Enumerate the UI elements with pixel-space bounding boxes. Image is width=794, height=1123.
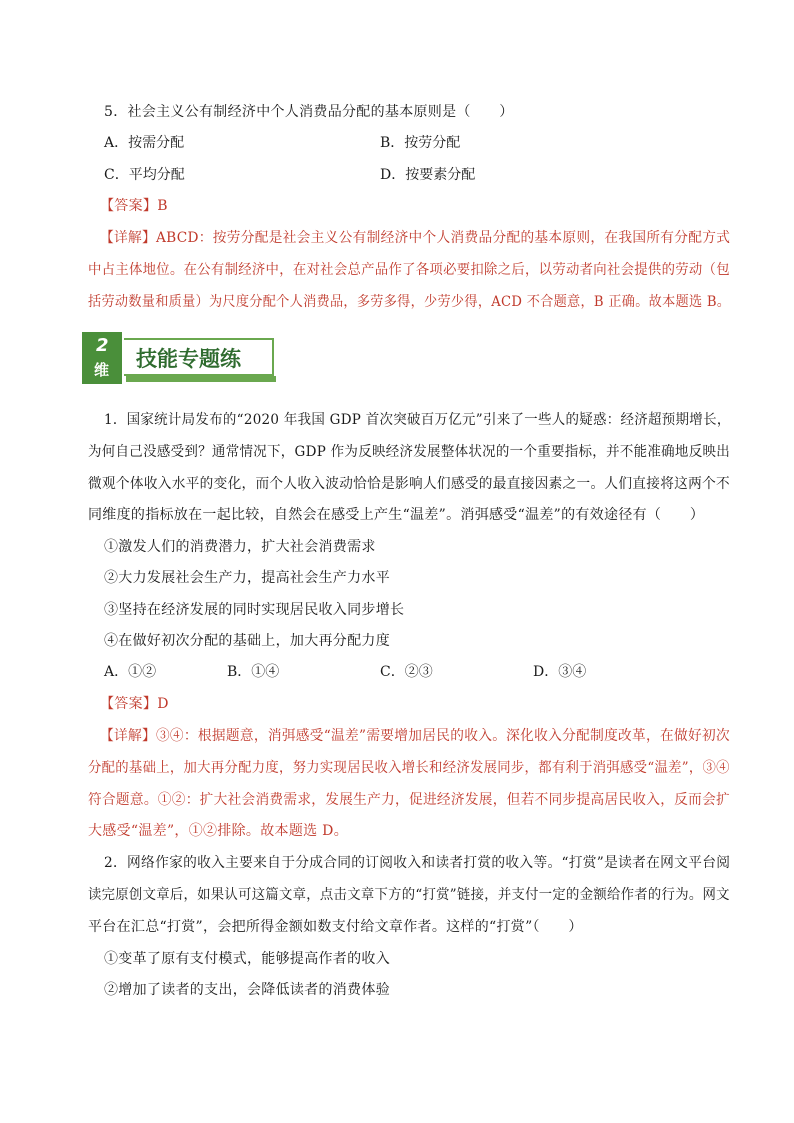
q5-analysis-line-2: 中占主体地位。在公有制经济中，在对社会总产品作了各项必要扣除之后，以劳动者向社会提供的劳动（包 bbox=[88, 262, 730, 278]
q1-option-d: D．③④ bbox=[533, 664, 587, 680]
section-title: 技能专题练 bbox=[124, 338, 274, 376]
answer-label: 【答案】 bbox=[100, 696, 158, 712]
q1-item-2: ②大力发展社会生产力，提高社会生产力水平 bbox=[104, 570, 390, 586]
section-badge bbox=[82, 332, 122, 384]
q1-option-b: B．①④ bbox=[227, 664, 280, 680]
q5-option-b: B．按劳分配 bbox=[380, 135, 461, 151]
q1-option-a: A．①② bbox=[104, 664, 157, 680]
analysis-text: ③④：根据题意，消弭感受“温差”需要增加居民的收入。深化收入分配制度改革，在做好初次 bbox=[155, 728, 730, 744]
section-banner bbox=[82, 332, 282, 388]
q1-analysis-line-1 bbox=[100, 726, 730, 746]
q2-stem-line-3: 平台在汇总“打赏”，会把所得金额如数支付给文章作者。这样的“打赏”（ ） bbox=[88, 919, 583, 935]
q1-answer bbox=[100, 694, 169, 714]
q2-item-1: ①变革了原有支付模式，能够提高作者的收入 bbox=[104, 951, 390, 967]
q1-analysis-line-4: 大感受“温差”，①②排除。故本题选 D。 bbox=[88, 823, 348, 839]
answer-value: B bbox=[157, 198, 168, 214]
q1-stem-line-2: 为何自己没感受到？通常情况下，GDP 作为反映经济发展整体状况的一个重要指标，并不能准确地反映出 bbox=[88, 444, 731, 460]
q1-item-1: ①激发人们的消费潜力，扩大社会消费需求 bbox=[104, 539, 376, 555]
q5-analysis-line-1 bbox=[100, 228, 730, 248]
badge-number: 2 bbox=[96, 335, 109, 356]
q2-item-2: ②增加了读者的支出，会降低读者的消费体验 bbox=[104, 982, 390, 998]
q1-stem-line-1: 1．国家统计局发布的“2020 年我国 GDP 首次突破百万亿元”引来了一些人的疑惑：经济超预期增长， bbox=[104, 412, 731, 428]
q1-item-3: ③坚持在经济发展的同时实现居民收入同步增长 bbox=[104, 602, 405, 618]
q1-analysis-line-2: 分配的基础上，加大再分配力度，努力实现居民收入增长和经济发展同步，都有利于消弭感受“温差”，③④ bbox=[88, 760, 730, 776]
q5-analysis-line-3: 括劳动数量和质量）为尺度分配个人消费品，多劳多得，少劳少得，ACD 不合题意，B 正确。故本题选 B。 bbox=[88, 294, 731, 310]
q5-option-a: A．按需分配 bbox=[104, 135, 185, 151]
q2-stem-line-1: 2．网络作家的收入主要来自于分成合同的订阅收入和读者打赏的收入等。“打赏”是读者在网文平台阅 bbox=[104, 855, 731, 871]
analysis-label: 【详解】 bbox=[100, 728, 156, 744]
answer-label: 【答案】 bbox=[100, 198, 158, 214]
q1-item-4: ④在做好初次分配的基础上，加大再分配力度 bbox=[104, 633, 390, 649]
q5-stem: 5．社会主义公有制经济中个人消费品分配的基本原则是（ ） bbox=[104, 104, 514, 120]
answer-value: D bbox=[157, 696, 169, 712]
q1-stem-line-4: 同维度的指标放在一起比较，自然会在感受上产生“温差”。消弭感受“温差”的有效途径有（ ） bbox=[88, 507, 705, 523]
q2-stem-line-2: 读完原创文章后，如果认可这篇文章，点击文章下方的“打赏”链接，并支付一定的金额给作者的行为。网文 bbox=[88, 887, 730, 903]
q5-option-d: D．按要素分配 bbox=[380, 167, 476, 183]
q1-option-c: C．②③ bbox=[380, 664, 433, 680]
analysis-text: ABCD：按劳分配是社会主义公有制经济中个人消费品分配的基本原则，在我国所有分配方式 bbox=[155, 230, 731, 246]
badge-char: 维 bbox=[94, 361, 110, 379]
q5-option-c: C．平均分配 bbox=[104, 167, 185, 183]
q1-analysis-line-3: 符合题意。①②：扩大社会消费需求，发展生产力，促进经济发展，但若不同步提高居民收入，反而会扩 bbox=[88, 792, 731, 808]
analysis-label: 【详解】 bbox=[100, 230, 156, 246]
q5-answer bbox=[100, 196, 168, 216]
q1-stem-line-3: 微观个体收入水平的变化，而个人收入波动恰恰是影响人们感受的最直接因素之一。人们直接将这两个不 bbox=[88, 476, 731, 492]
